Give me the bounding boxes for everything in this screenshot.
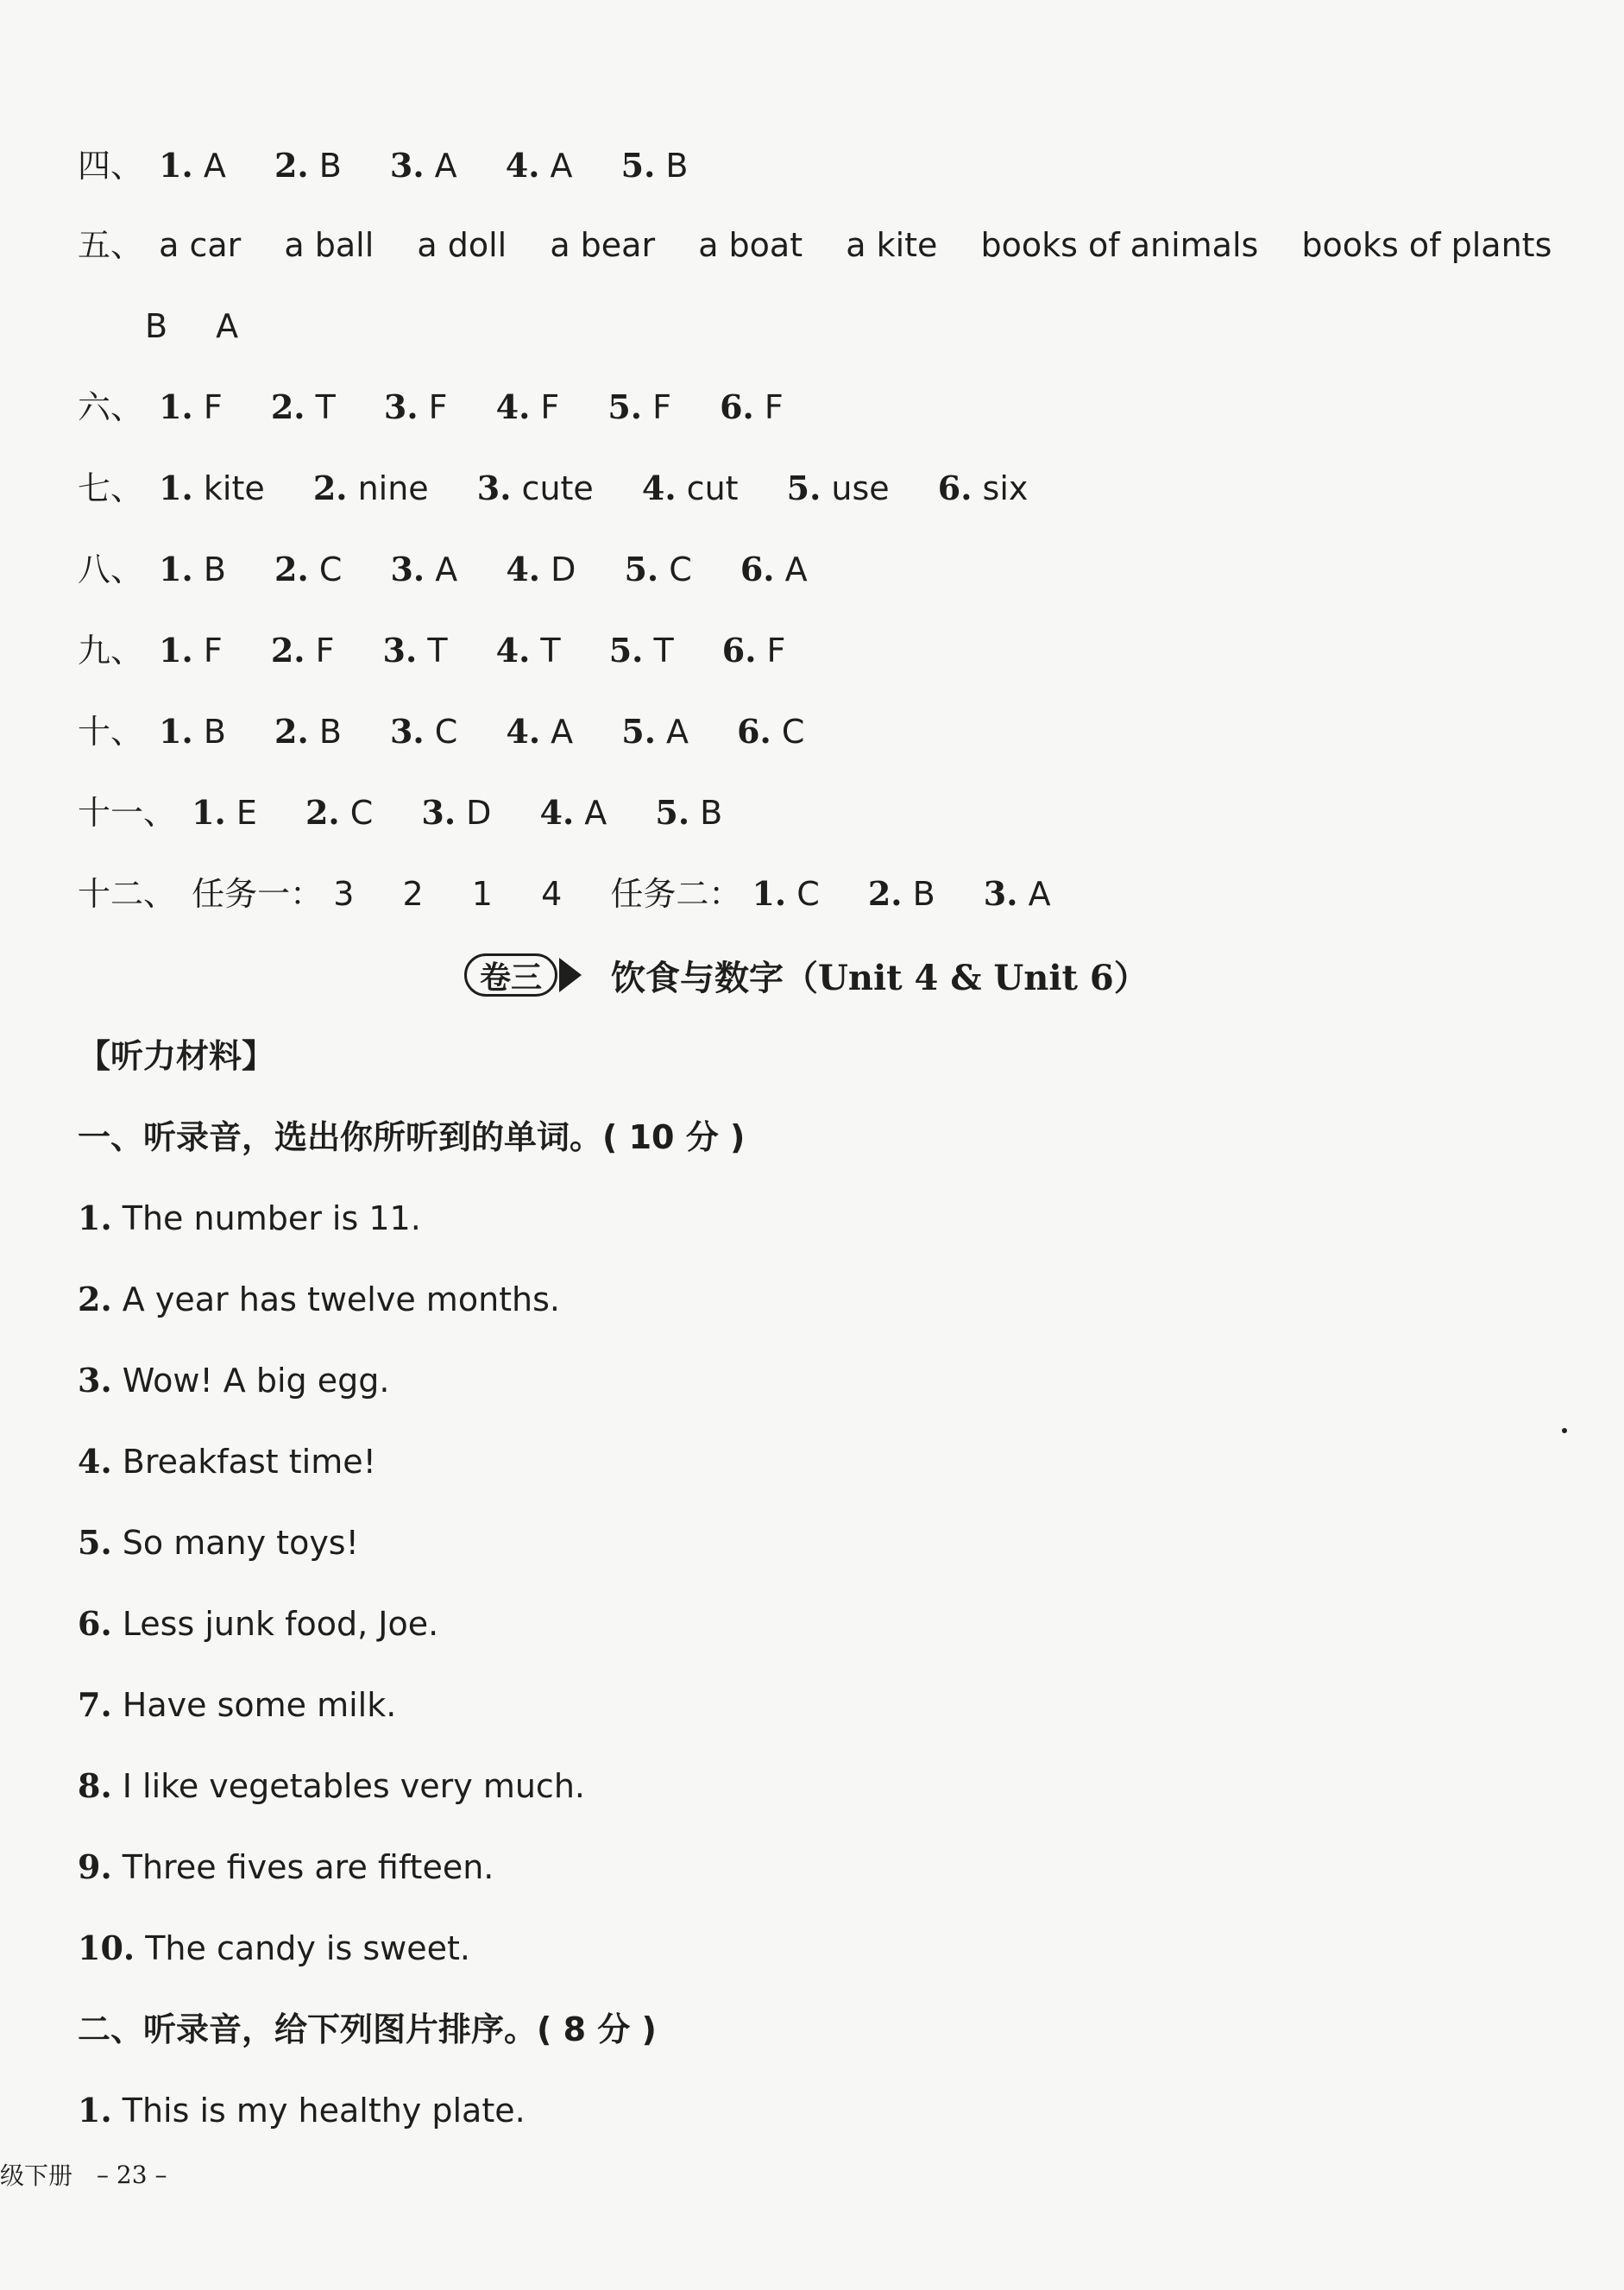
sentence: 9. Three fives are fifteen. (78, 1847, 494, 1886)
answer-word: a ball (284, 226, 375, 264)
answer-row-si (78, 142, 688, 190)
answer-row-shier (78, 870, 1051, 918)
sentence: 2. A year has twelve months. (78, 1280, 561, 1318)
answer-item: 3. C (389, 712, 458, 751)
sentence: 5. So many toys! (78, 1523, 359, 1562)
page-number: – 23 – (97, 2160, 167, 2189)
answer-item: 6. F (721, 631, 786, 670)
task2-label: 任务二： (610, 875, 742, 913)
answer-word: a kite (846, 226, 938, 264)
answer-item: 3. A (389, 146, 457, 185)
answer-item: 1. kite (159, 469, 265, 507)
row-prefix: 十一、 (78, 794, 177, 832)
task1-value: 1 (471, 875, 493, 913)
answer-item: 3. A (983, 874, 1051, 913)
part2-title: 二、听录音，给下列图片排序。( 8 分 ) (78, 2010, 657, 2048)
answer-item: 4. A (539, 793, 607, 832)
task1-label: 任务一： (192, 875, 324, 913)
listening-heading: 【听力材料】 (78, 1037, 275, 1075)
sentence: 1. This is my healthy plate. (78, 2091, 526, 2130)
answer-word: books of animals (980, 226, 1259, 264)
answer-item: 2. C (305, 793, 374, 832)
answer-item: 4. T (495, 631, 561, 670)
answer-letter: B (145, 307, 168, 345)
row-prefix: 四、 (78, 147, 144, 185)
answer-row-qi (78, 464, 1028, 513)
arrow-right-icon (559, 958, 582, 992)
answer-item: 5. B (655, 793, 723, 832)
answer-letter: A (216, 307, 239, 345)
answer-item: 5. B (620, 146, 689, 185)
answer-item: 3. D (421, 793, 492, 832)
answer-item: 6. C (737, 712, 805, 751)
answer-item: 3. F (383, 387, 448, 426)
answer-row-wu-cont (145, 302, 238, 350)
answer-item: 3. A (390, 550, 458, 588)
answer-item: 5. T (608, 631, 674, 670)
answer-item: 1. A (159, 146, 226, 185)
answer-row-wu (78, 221, 1584, 269)
answer-item: 1. F (159, 631, 223, 670)
task1-value: 4 (541, 875, 563, 913)
answer-item: 5. A (621, 712, 689, 751)
sentence: 6. Less junk food, Joe. (78, 1604, 439, 1643)
answer-item: 4. A (505, 146, 573, 185)
answer-item: 5. C (624, 550, 692, 588)
task1-value: 3 (333, 875, 355, 913)
page-footer (0, 2157, 167, 2192)
sentence: 10. The candy is sweet. (78, 1928, 470, 1967)
answer-row-ba (78, 545, 808, 594)
answer-item: 3. cute (476, 469, 594, 507)
answer-item: 2. B (274, 712, 342, 751)
row-prefix: 十、 (78, 713, 144, 751)
section-title (464, 949, 1149, 1001)
answer-row-liu (78, 383, 784, 431)
answer-item: 1. E (192, 793, 257, 832)
answer-item: 2. B (867, 874, 935, 913)
section-title-text: 饮食与数字（Unit 4 & Unit 6） (611, 957, 1149, 998)
answer-item: 2. T (270, 387, 336, 426)
answer-item: 1. B (159, 550, 226, 588)
part1-title: 一、听录音，选出你所听到的单词。( 10 分 ) (78, 1118, 746, 1156)
row-prefix: 七、 (78, 469, 144, 507)
task1-value: 2 (402, 875, 424, 913)
row-prefix: 九、 (78, 632, 144, 670)
row-prefix: 十二、 (78, 875, 177, 913)
row-prefix: 六、 (78, 388, 144, 426)
sentence: 1. The number is 11. (78, 1198, 421, 1237)
answer-row-shiyi (78, 789, 722, 837)
stray-dot (1562, 1428, 1567, 1433)
sentence: 4. Breakfast time! (78, 1442, 376, 1481)
answer-row-jiu (78, 626, 785, 675)
answer-word: books of plants (1301, 226, 1552, 264)
sentence: 7. Have some milk. (78, 1685, 397, 1724)
answer-item: 2. C (274, 550, 343, 588)
answer-word: a car (159, 226, 242, 264)
row-prefix: 八、 (78, 550, 144, 588)
answer-row-shi (78, 708, 804, 756)
answer-item: 4. D (506, 550, 576, 588)
answer-item: 6. A (740, 550, 808, 588)
section-badge: 卷三 (464, 953, 557, 997)
sentence: 8. I like vegetables very much. (78, 1766, 585, 1805)
answer-word: a bear (550, 226, 656, 264)
answer-item: 3. T (382, 631, 448, 670)
answer-item: 4. F (495, 387, 560, 426)
answer-item: 2. F (270, 631, 335, 670)
answer-word: a doll (417, 226, 507, 264)
answer-item: 1. C (752, 874, 820, 913)
answer-item: 2. nine (312, 469, 429, 507)
book-label: 级下册 (0, 2161, 73, 2190)
answer-item: 6. F (720, 387, 784, 426)
answer-item: 1. B (159, 712, 226, 751)
answer-item: 2. B (274, 146, 342, 185)
answer-item: 1. F (159, 387, 223, 426)
answer-item: 4. cut (641, 469, 739, 507)
sentence: 3. Wow! A big egg. (78, 1361, 390, 1400)
answer-item: 5. F (607, 387, 671, 426)
answer-word: a boat (698, 226, 803, 264)
answer-item: 5. use (786, 469, 890, 507)
row-prefix: 五、 (78, 226, 144, 264)
answer-item: 4. A (506, 712, 574, 751)
answer-item: 6. six (937, 469, 1029, 507)
